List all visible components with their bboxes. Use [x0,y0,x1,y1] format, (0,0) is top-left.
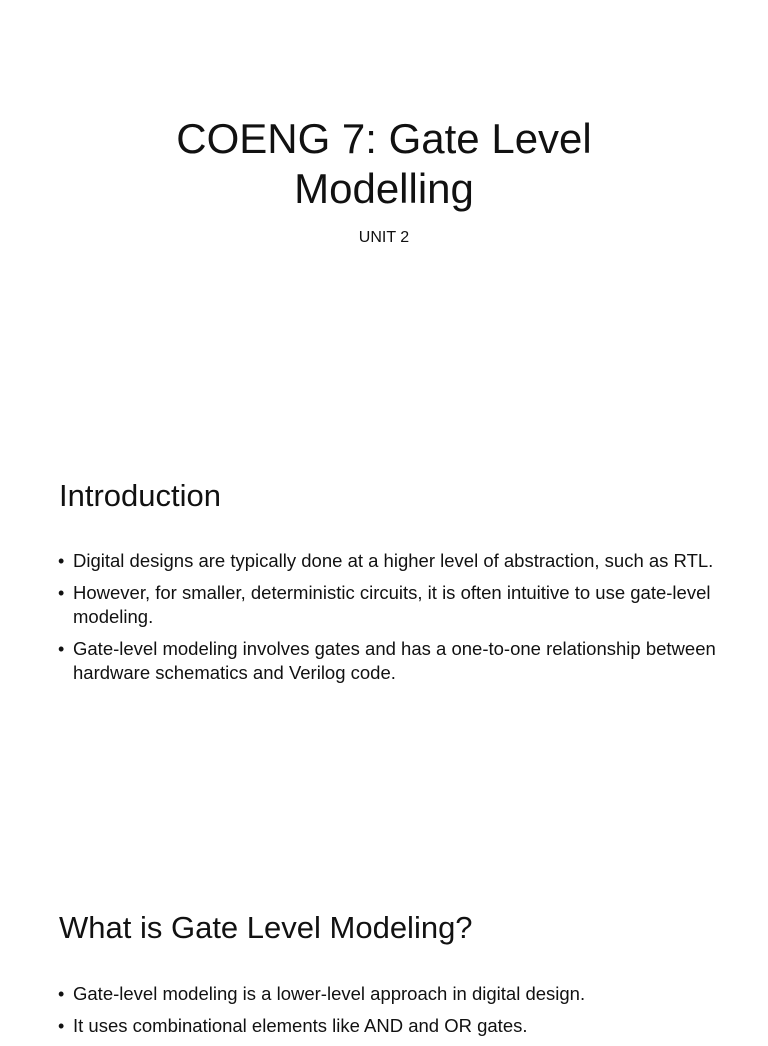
introduction-slide [0,432,768,864]
bullet-item [58,549,718,573]
bullet-icon: • [58,1016,65,1036]
bullet-item [58,581,718,629]
slide-title: Introduction [59,478,221,513]
bullet-icon: • [58,639,65,659]
bullet-item [58,637,718,685]
bullet-icon: • [58,984,65,1004]
slide-title: What is Gate Level Modeling? [59,910,473,945]
presentation-subtitle: UNIT 2 [358,229,410,246]
bullet-item [58,982,718,1006]
bullet-item [58,1014,718,1038]
bullet-list [58,982,718,1046]
title-slide [0,0,768,432]
bullet-icon: • [58,583,65,603]
bullet-text: However, for smaller, deterministic circuits, it is often intuitive to use gate-level modeling. [73,582,711,627]
gate-level-modeling-slide [0,864,768,1036]
presentation-title: COENG 7: Gate Level Modelling [176,115,592,212]
bullet-icon: • [58,551,65,571]
bullet-list [58,549,718,693]
bullet-text: Digital designs are typically done at a higher level of abstraction, such as RTL. [73,550,714,571]
bullet-text: Gate-level modeling is a lower-level approach in digital design. [73,983,586,1004]
bullet-text: Gate-level modeling involves gates and has a one-to-one relationship between hardware schematics and Verilog code. [73,638,716,683]
bullet-text: It uses combinational elements like AND and OR gates. [73,1015,528,1036]
